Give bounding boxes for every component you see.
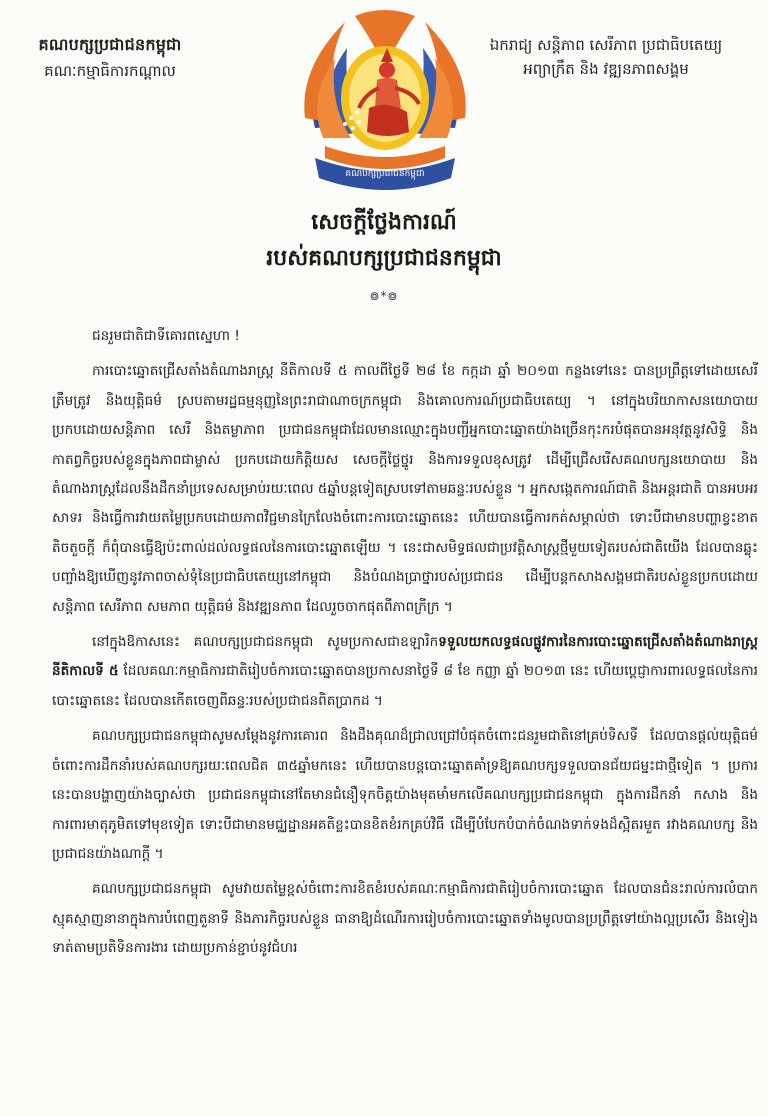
statement-subtitle: របស់គណបក្សប្រជាជនកម្ពុជា: [266, 246, 502, 271]
kingdom-motto: ឯករាជ្យ សន្តិភាព សេរីភាព ប្រជាធិបតេយ្យ: [489, 36, 723, 54]
paragraph-4: គណបក្សប្រជាជនកម្ពុជា សូមវាយតម្លៃខ្ពស់ចំពោះការខិតខំរបស់គណៈកម្មាធិការជាតិរៀបចំការបោះឆ្នោត ដែលបានជំនះរាល់ការលំបាកស្មុគស្មាញនានាក្នុងការបំពេញតួនាទី និងភារកិច្ចរបស់ខ្លួន ធានាឱ្យដំណើរការរៀបចំការបោះឆ្នោតទាំងមូលបានប្រព្រឹត្តទៅយ៉ាងល្អប្រសើរ និងទៀងទាត់តាមប្រតិទិនការងារ ដោយប្រកាន់ខ្ជាប់នូវជំហរ: [52, 881, 758, 957]
paragraph-1: ការបោះឆ្នោតជ្រើសតាំងតំណាងរាស្ត្រ នីតិកាលទី ៥ កាលពីថ្ងៃទី ២៨ ខែ កក្កដា ឆ្នាំ ២០១៣ កន្លងទៅនេះ បានប្រព្រឹត្តទៅដោយសេរី ត្រឹមត្រូវ និងយុត្តិធម៌ ស្របតាមរដ្ឋធម្មនុញ្ញនៃព្រះរាជាណាចក្រកម្ពុជា និងគោលការណ៍ប្រជាធិបតេយ្យ ។ នៅក្នុងបរិយាកាសនយោបាយប្រកបដោយសន្តិភាព សេរី និងតម្លាភាព ប្រជាជនកម្ពុជាដែលមានឈ្មោះក្នុងបញ្ជីអ្នកបោះឆ្នោតយ៉ាងច្រើនកុះករបំផុតបានអនុវត្តនូវសិទ្ធិ និងកាតព្វកិច្ចរបស់ខ្លួនក្នុងភាពជាម្ចាស់ ប្រកបដោយកិត្តិយស សេចក្ដីថ្លៃថ្នូរ និងការទទួលខុសត្រូវ ដើម្បីជ្រើសរើសគណបក្សនយោបាយ និងតំណាងរាស្ត្រដែលនឹងដឹកនាំប្រទេសសម្រាប់រយៈពេល ៥ឆ្នាំបន្តទៀតស្របទៅតាមឆន្ទៈរបស់ខ្លួន ។ អ្នកសង្កេតការណ៍ជាតិ និងអន្តរជាតិ បានអបអរសាទរ និងធ្វើការវាយតម្លៃប្រកបដោយភាពវិជ្ជមានក្រៃលែងចំពោះការបោះឆ្នោតនេះ ហើយបានធ្វើការកត់សម្គាល់ថា ទោះបីជាមានបញ្ហាខ្វះខាតតិចតួចក្ដី ក៏ពុំបានធ្វើឱ្យប៉ះពាល់ដល់លទ្ធផលនៃការបោះឆ្នោតឡើយ ។ នេះជាសមិទ្ធផលជាប្រវត្តិសាស្ត្រថ្មីមួយទៀតរបស់ជាតិយើង ដែលបានឆ្លុះបញ្ចាំងឱ្យឃើញនូវភាពចាស់ទុំនៃប្រជាធិបតេយ្យនៅកម្ពុជា និងបំណងប្រាថ្នារបស់ប្រជាជន ដើម្បីបន្តកសាងសង្គមជាតិរបស់ខ្លួនប្រកបដោយសន្តិភាព សេរីភាព សមភាព យុត្តិធម៌ និងវឌ្ឍនភាព ដែលរួចចាកផុតពីភាពក្រីក្រ ។: [52, 363, 758, 615]
committee-name: គណៈកម្មាធិការកណ្ដាល: [44, 62, 176, 80]
kingdom-motto-sub: អព្យាក្រឹត និង វឌ្ឍនភាពសង្គម: [523, 60, 689, 78]
paragraph-2-bold: ទទួលយកលទ្ធផលផ្លូវការនៃការបោះឆ្នោតជ្រើសតាំងតំណាងរាស្ត្រ នីតិកាលទី ៥: [52, 634, 758, 680]
paragraph-3: គណបក្សប្រជាជនកម្ពុជាសូមសម្ដែងនូវការគោរព និងដឹងគុណដ៏ជ្រាលជ្រៅបំផុតចំពោះជនរួមជាតិនៅគ្រប់ទិសទី ដែលបានផ្ដល់យុត្តិធម៌ចំពោះការដឹកនាំរបស់គណបក្សរយៈពេលជិត ៣៥ឆ្នាំមកនេះ ហើយបានបន្តបោះឆ្នោតគាំទ្រឱ្យគណបក្សទទួលបានជ័យជម្នះជាថ្មីទៀត ។ ប្រការនេះបានបង្ហាញយ៉ាងច្បាស់ថា ប្រជាជនកម្ពុជានៅតែមានជំនឿទុកចិត្តយ៉ាងមុតមាំមកលើគណបក្សប្រជាជនកម្ពុជា ក្នុងការដឹកនាំ កសាង និងការពារមាតុភូមិតទៅមុខទៀត ទោះបីជាមានមជ្ឈដ្ឋានអគតិខ្លះបានខិតខំរកគ្រប់វិធី ដើម្បីបំបែកបំបាក់ចំណងទាក់ទងដ៏ស្អិតរមួត រវាងគណបក្ស និងប្រជាជនយ៉ាងណាក្ដី ។: [52, 728, 758, 862]
statement-body: [52, 322, 758, 964]
statement-title: សេចក្ដីថ្លែងការណ៍: [311, 210, 457, 235]
party-name: គណបក្សប្រជាជនកម្ពុជា: [38, 35, 182, 54]
title-ornament: ៙*៙: [369, 289, 399, 303]
paragraph-2: [52, 628, 758, 716]
logo-banner-text: គណបក្សប្រជាជនកម្ពុជា: [345, 169, 425, 179]
paragraph-2-intro: នៅក្នុងឱកាសនេះ គណបក្សប្រជាជនកម្ពុជា សូមប្រកាសជាឧឡារិក: [92, 634, 439, 651]
greeting: ជនរួមជាតិជាទីគោរពស្នេហា !: [92, 328, 240, 344]
party-logo-icon: [295, 8, 475, 204]
paragraph-2-rest: ដែលគណៈកម្មាធិការជាតិរៀបចំការបោះឆ្នោតបានប្រកាសនាថ្ងៃទី ៨ ខែ កញ្ញា ឆ្នាំ ២០១៣ នេះ ហើយប្ដេជ្ញាការពារលទ្ធផលនៃការបោះឆ្នោតនេះ ដែលបានកើតចេញពីឆន្ទៈរបស់ប្រជាជនពិតប្រាកដ ។: [52, 663, 758, 709]
